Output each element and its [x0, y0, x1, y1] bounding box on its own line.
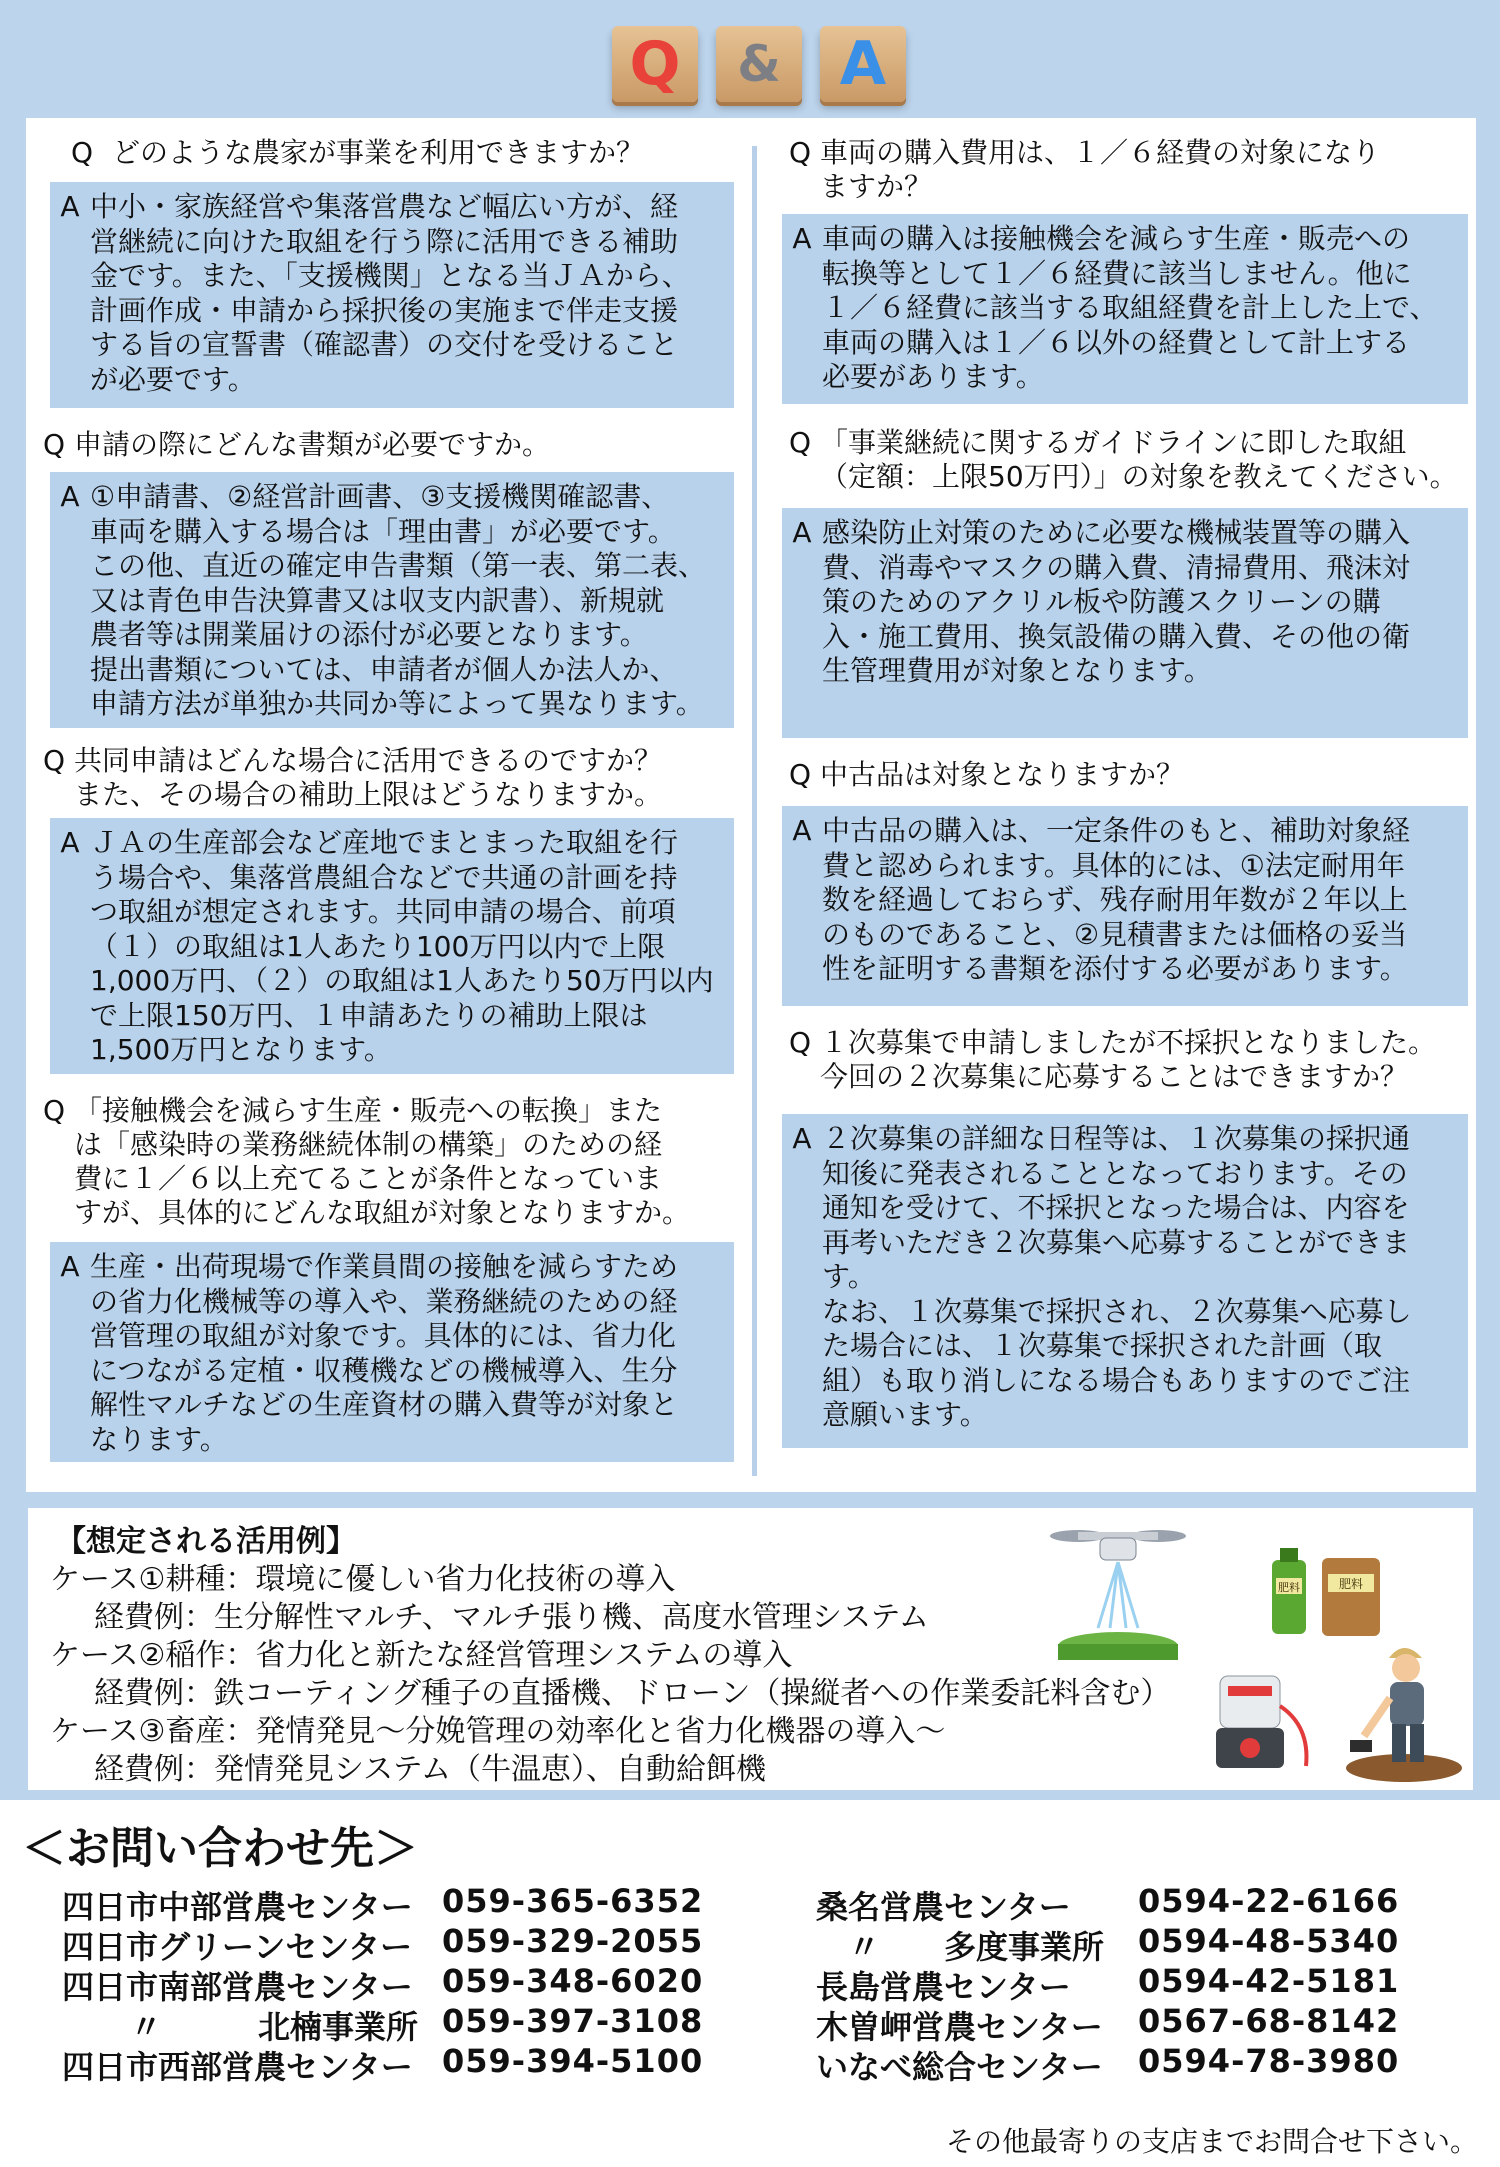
office-name: 桑名営農センター [816, 1888, 1071, 1926]
phone-number: 059-348-6020 [442, 1962, 704, 2000]
a-mark: A [60, 480, 80, 513]
a-mark: A [792, 222, 812, 255]
question [780, 758, 1468, 792]
case-line: ケース③畜産：発情発見～分娩管理の効率化と省力化機器の導入～ [50, 1714, 946, 1749]
contact-entry [816, 2042, 1400, 2088]
case-expense: 経費例：鉄コーティング種子の直播機、ドローン（操縦者への作業委託料含む） [94, 1676, 1171, 1711]
question-text: 申請の際にどんな書類が必要ですか。 [74, 428, 551, 461]
question [62, 136, 734, 170]
question-text: 中古品は対象となりますか？ [820, 758, 1185, 791]
answer [50, 818, 734, 1074]
a-mark: A [60, 826, 80, 859]
phone-number: 059-365-6352 [442, 1882, 704, 1920]
answer [782, 214, 1468, 404]
q-mark: Q [788, 1026, 812, 1059]
phone-number: 059-394-5100 [442, 2042, 704, 2080]
a-block: A [820, 26, 906, 102]
case-line: ケース②稲作：省力化と新たな経営管理システムの導入 [50, 1638, 793, 1673]
question [34, 1094, 734, 1230]
question [780, 1026, 1468, 1094]
phone-number: 0594-78-3980 [1138, 2042, 1400, 2080]
q-mark: Q [70, 136, 94, 169]
drone-spraying-icon [1038, 1518, 1198, 1668]
case-expense: 経費例：発情発見システム（牛温恵）、自動給餌機 [94, 1752, 766, 1787]
q-mark: Q [42, 1094, 66, 1127]
question-text: 「事業継続に関するガイドラインに即した取組 （定額：上限50万円）」の対象を教えてください。 [820, 426, 1458, 493]
office-name: 〃 北楠事業所 [130, 2008, 419, 2046]
phone-number: 0594-22-6166 [1138, 1882, 1400, 1920]
case-line: ケース①耕種：環境に優しい省力化技術の導入 [50, 1562, 676, 1597]
answer [50, 472, 734, 728]
phone-number: 0567-68-8142 [1138, 2002, 1400, 2040]
phone-number: 059-329-2055 [442, 1922, 704, 1960]
answer-text: 中古品の購入は、一定条件のもと、補助対象経 費と認められます。具体的には、①法定耐用年 数を経過しておらず、残存耐用年数が２年以上 のものであること、②見積書または価格の妥当 性を証明する書類を添付する必要があります。 [822, 814, 1411, 985]
answer [782, 1114, 1468, 1448]
question [780, 426, 1468, 494]
contact-title: ＜お問い合わせ先＞ [22, 1823, 418, 1874]
office-name: 四日市中部営農センター [62, 1888, 413, 1926]
case-expense: 経費例：生分解性マルチ、マルチ張り機、高度水管理システム [94, 1600, 929, 1635]
answer-text: 車両の購入は接触機会を減らす生産・販売への 転換等として１／６経費に該当しません。他に １／６経費に該当する取組経費を計上した上で、 車両の購入は１／６以外の経費として計上する 必要があります。 [822, 222, 1438, 393]
q-mark: Q [788, 136, 812, 169]
answer [782, 508, 1468, 738]
phone-number: 0594-48-5340 [1138, 1922, 1400, 1960]
power-sprayer-icon [1190, 1636, 1320, 1786]
answer [50, 182, 734, 408]
ampersand-block: & [716, 26, 802, 102]
a-mark: A [792, 814, 812, 847]
a-mark: A [60, 1250, 80, 1283]
q-mark: Q [42, 744, 66, 777]
phone-number: 0594-42-5181 [1138, 1962, 1400, 2000]
office-name: 木曽岬営農センター [816, 2008, 1103, 2046]
question-text: 共同申請はどんな場合に活用できるのですか？ また、その場合の補助上限はどうなりますか。 [74, 744, 663, 811]
office-name: 四日市南部営農センター [62, 1968, 413, 2006]
answer-text: 生産・出荷現場で作業員間の接触を減らすため の省力化機械等の導入や、業務継続のための経 営管理の取組が対象です。具体的には、省力化 につながる定植・収穫機などの機械導入、生分 解性マルチなどの生産資材の購入費等が対象と なります。 [90, 1250, 679, 1456]
answer-text: ＪＡの生産部会など産地でまとまった取組を行 う場合や、集落営農組合などで共通の計画を持 つ取組が想定されます。共同申請の場合、前項 （１）の取組は1人あたり100万円以内で上限 1,000万円、（２）の取組は1人あたり50万円以内 で上限150万円、１申請あたりの補助上限は 1,500万円となります。 [90, 826, 714, 1066]
a-mark: A [792, 516, 812, 549]
q-mark: Q [788, 758, 812, 791]
q-mark: Q [42, 428, 66, 461]
answer-text: ２次募集の詳細な日程等は、１次募集の採択通 知後に発表されることとなっております。その 通知を受けて、不採択となった場合は、内容を 再考いただき２次募集へ応募することができま す。 なお、１次募集で採択され、２次募集へ応募し た場合には、１次募集で採択された計画（取 組）も取り消しになる場合もありますのでご注 意願います。 [822, 1122, 1412, 1431]
question [780, 136, 1468, 204]
answer [50, 1242, 734, 1462]
answer-text: 感染防止対策のために必要な機械装置等の購入 費、消毒やマスクの購入費、清掃費用、飛沫対 策のためのアクリル板や防護スクリーンの購 入・施工費用、換気設備の購入費、その他の衛 生管理費用が対象となります。 [822, 516, 1411, 687]
office-name: 四日市グリーンセンター [62, 1928, 413, 1966]
phone-number: 059-397-3108 [442, 2002, 704, 2040]
office-name: いなべ総合センター [816, 2048, 1103, 2086]
office-name: 四日市西部営農センター [62, 2048, 413, 2086]
farmer-planting-icon [1334, 1628, 1464, 1788]
fertilizer-label: 肥料 [1338, 1577, 1364, 1591]
a-mark: A [792, 1122, 812, 1155]
question-text: 車両の購入費用は、１／６経費の対象になり ますか？ [820, 136, 1381, 203]
answer-text: 中小・家族経営や集落営農など幅広い方が、経 営継続に向けた取組を行う際に活用できる補助 金です。また、「支援機関」となる当ＪＡから、 計画作成・申請から採択後の実施まで伴走支援 する旨の宣誓書（確認書）の交付を受けること が必要です。 [90, 190, 690, 396]
answer [782, 806, 1468, 1006]
office-name: 〃 多度事業所 [816, 1928, 1105, 1966]
q-block: Q [612, 26, 698, 102]
q-mark: Q [788, 426, 812, 459]
question-text: １次募集で申請しましたが不採択となりました。 今回の２次募集に応募することはできますか？ [820, 1026, 1437, 1093]
footer-note: その他最寄りの支店までお問合せ下さい。 [945, 2125, 1478, 2158]
question [34, 428, 734, 462]
question-text: 「接触機会を減らす生産・販売への転換」また は「感染時の業務継続体制の構築」のための経 費に１／６以上充てることが条件となっていま すが、具体的にどんな取組が対象となりますか。 [74, 1094, 691, 1229]
use-cases-panel [28, 1508, 1473, 1790]
fertilizer-label: 肥料 [1278, 1581, 1300, 1594]
use-cases-title: 【想定される活用例】 [56, 1524, 356, 1559]
answer-text: ①申請書、②経営計画書、③支援機関確認書、 車両を購入する場合は「理由書」が必要です。 この他、直近の確定申告書類（第一表、第二表、 又は青色申告決算書又は収支内訳書）、新規就 農者等は開業届けの添付が必要となります。 提出書類については、申請者が個人か法人か、 申請方法が単独か共同か等によって異なります。 [90, 480, 707, 720]
office-name: 長島営農センター [816, 1968, 1071, 2006]
question [34, 744, 734, 812]
a-mark: A [60, 190, 80, 223]
column-divider [752, 146, 757, 1476]
qa-header [0, 0, 1500, 120]
contact-entry [62, 2042, 704, 2088]
question-text: どのような農家が事業を利用できますか？ [112, 136, 645, 169]
